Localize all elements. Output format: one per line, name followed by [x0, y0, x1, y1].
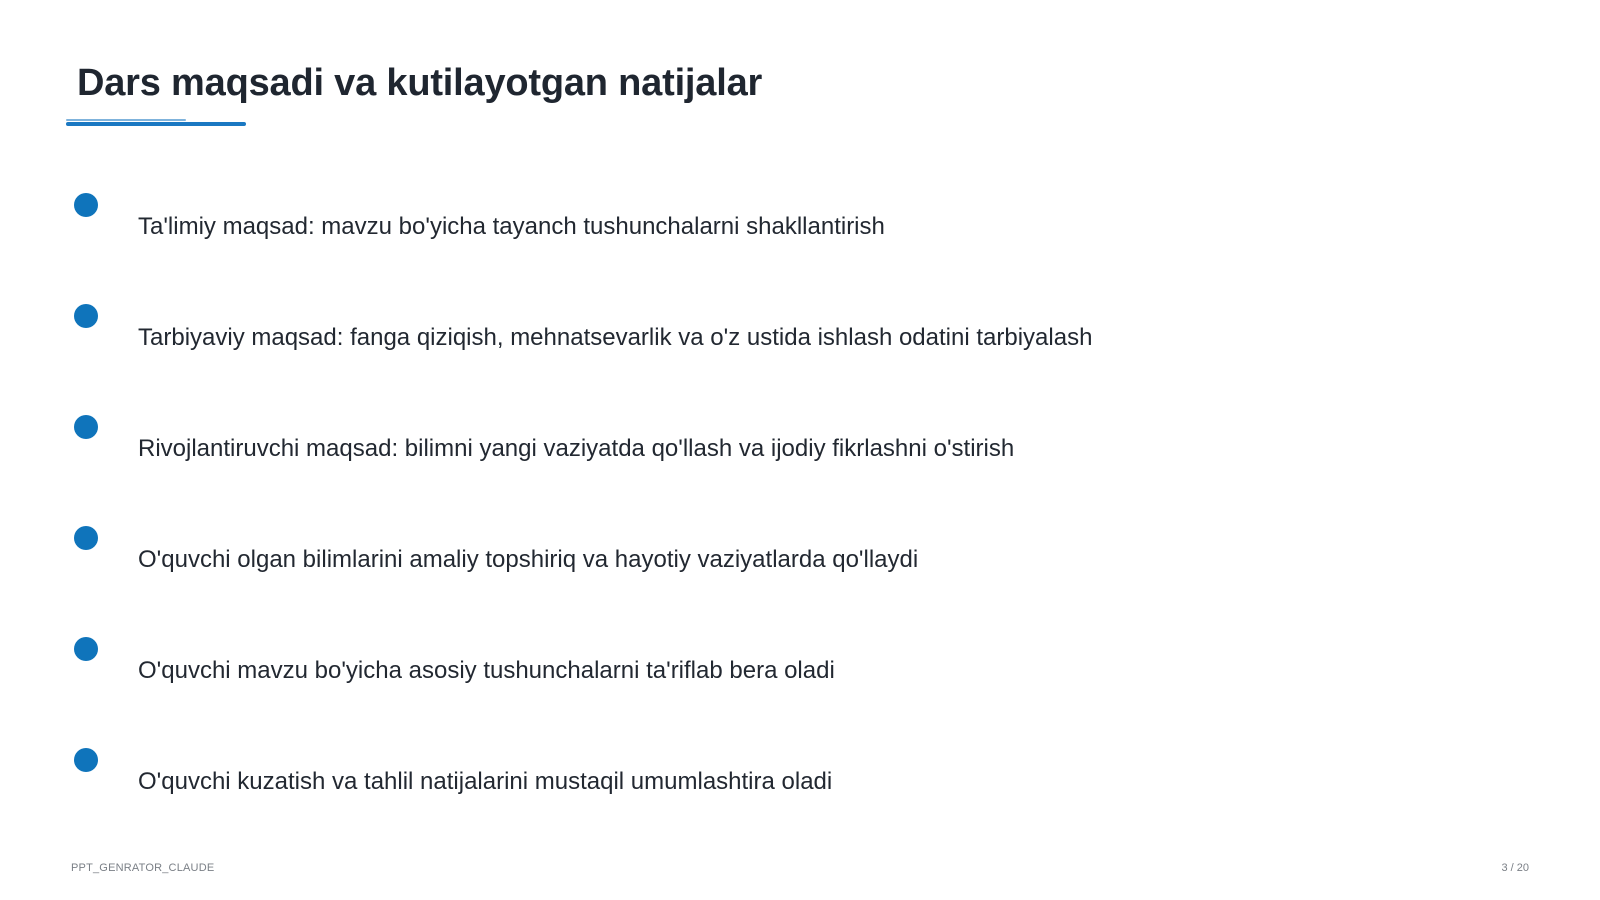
bullet-text: Rivojlantiruvchi maqsad: bilimni yangi vaziyatda qo'llash va ijodiy fikrlashni o'stirish: [138, 435, 1015, 462]
page-indicator: 3 / 20: [1501, 862, 1529, 874]
list-item: [0, 193, 1400, 253]
bullet-dot-icon: [74, 637, 98, 661]
bullet-dot-icon: [74, 415, 98, 439]
slide-title: Dars maqsadi va kutilayotgan natijalar: [77, 62, 763, 104]
list-item: [0, 304, 1400, 364]
bullet-text: Ta'limiy maqsad: mavzu bo'yicha tayanch tushunchalarni shakllantirish: [138, 213, 885, 240]
list-item: [0, 748, 1400, 808]
bullet-dot-icon: [74, 526, 98, 550]
bullet-dot-icon: [74, 193, 98, 217]
list-item: [0, 637, 1400, 697]
title-underline-accent: [66, 119, 186, 121]
footer-brand: PPT_GENRATOR_CLAUDE: [71, 862, 215, 874]
bullet-dot-icon: [74, 304, 98, 328]
list-item: [0, 526, 1400, 586]
bullet-dot-icon: [74, 748, 98, 772]
bullet-text: Tarbiyaviy maqsad: fanga qiziqish, mehnatsevarlik va o'z ustida ishlash odatini tarbiyalash: [138, 324, 1093, 351]
bullet-text: O'quvchi mavzu bo'yicha asosiy tushunchalarni ta'riflab bera oladi: [138, 657, 835, 684]
list-item: [0, 415, 1400, 475]
bullet-text: O'quvchi olgan bilimlarini amaliy topshiriq va hayotiy vaziyatlarda qo'llaydi: [138, 546, 919, 573]
bullet-text: O'quvchi kuzatish va tahlil natijalarini mustaqil umumlashtira oladi: [138, 768, 833, 795]
title-underline: [66, 122, 246, 126]
